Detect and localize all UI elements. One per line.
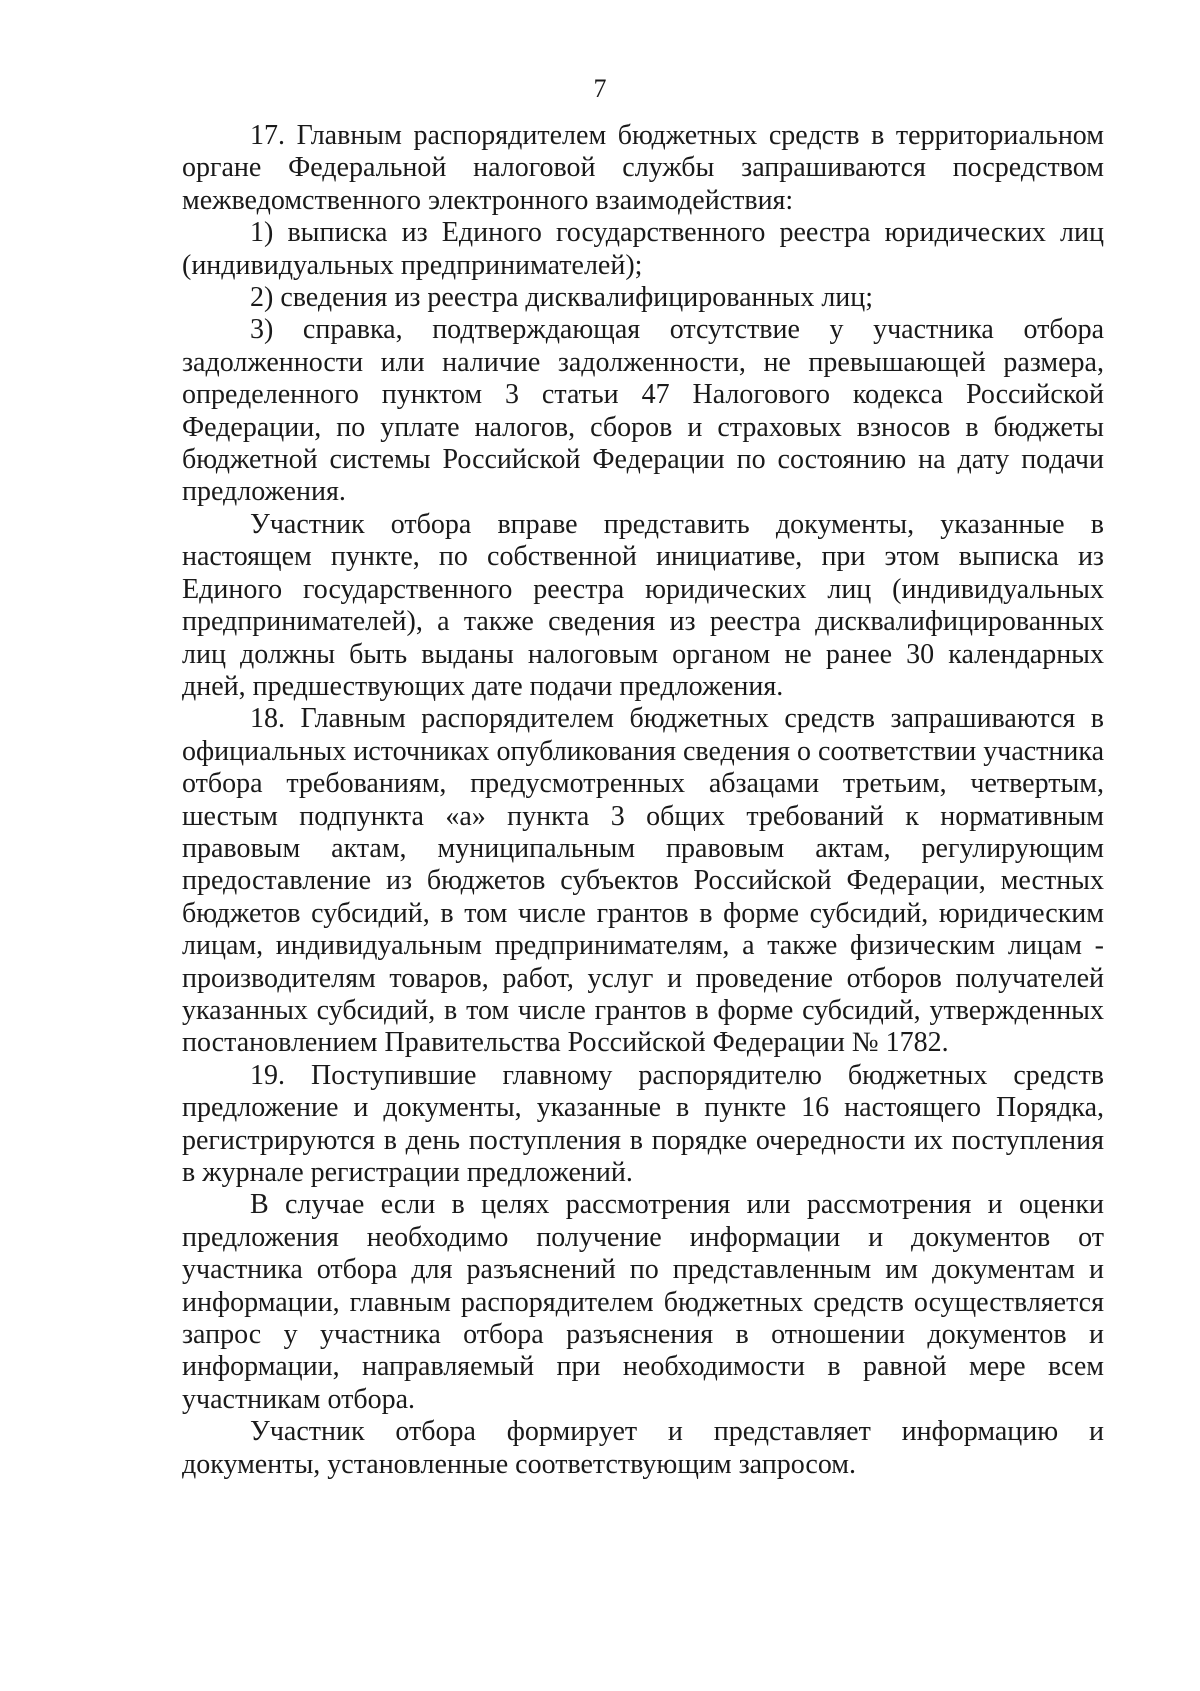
paragraph-17: 17. Главным распорядителем бюджетных средств в территориальном органе Федеральной налоговой службы запрашиваются посредством межведомственного электронного взаимодействия:	[182, 120, 1104, 216]
paragraph-18: 18. Главным распорядителем бюджетных средств запрашиваются в официальных источниках опубликования сведения о соответствии участника отбора требованиям, предусмотренных абзацами третьим, четвертым, шестым подпункта «а» пункта 3 общих требований к нормативным правовым актам, муниципальным правовым актам, регулирующим предоставление из бюджетов субъектов Российской Федерации, местных бюджетов субсидий, в том числе грантов в форме субсидий, юридическим лицам, индивидуальным предпринимателям, а также физическим лицам - производителям товаров, работ, услуг и проведение отборов получателей указанных субсидий, в том числе грантов в форме субсидий, утвержденных постановлением Правительства Российской Федерации № 1782.	[182, 703, 1104, 1059]
paragraph-clarification-request: В случае если в целях рассмотрения или рассмотрения и оценки предложения необходимо получение информации и документов от участника отбора для разъяснений по представленным им документам и информации, главным распорядителем бюджетных средств осуществляется запрос у участника отбора разъяснения в отношении документов и информации, направляемый при необходимости в равной мере всем участникам отбора.	[182, 1189, 1104, 1415]
list-item-3: 3) справка, подтверждающая отсутствие у участника отбора задолженности или наличие задолженности, не превышающей размера, определенного пунктом 3 статьи 47 Налогового кодекса Российской Федерации, по уплате налогов, сборов и страховых взносов в бюджеты бюджетной системы Российской Федерации по состоянию на дату подачи предложения.	[182, 314, 1104, 508]
paragraph-19: 19. Поступившие главному распорядителю бюджетных средств предложение и документы, указанные в пункте 16 настоящего Порядка, регистрируются в день поступления в порядке очередности их поступления в журнале регистрации предложений.	[182, 1059, 1104, 1188]
page-number: 7	[593, 74, 607, 103]
paragraph-participant-right: Участник отбора вправе представить документы, указанные в настоящем пункте, по собственной инициативе, при этом выписка из Единого государственного реестра юридических лиц (индивидуальных предпринимателей), а также сведения из реестра дисквалифицированных лиц должны быть выданы налоговым органом не ранее 30 календарных дней, предшествующих дате подачи предложения.	[182, 508, 1104, 702]
list-item-2: 2) сведения из реестра дисквалифицированных лиц;	[250, 282, 874, 314]
list-item-1: 1) выписка из Единого государственного реестра юридических лиц (индивидуальных предпринимателей);	[182, 217, 1104, 281]
document-body	[182, 120, 1104, 1481]
paragraph-participant-response: Участник отбора формирует и представляет информацию и документы, установленные соответствующим запросом.	[182, 1416, 1104, 1480]
